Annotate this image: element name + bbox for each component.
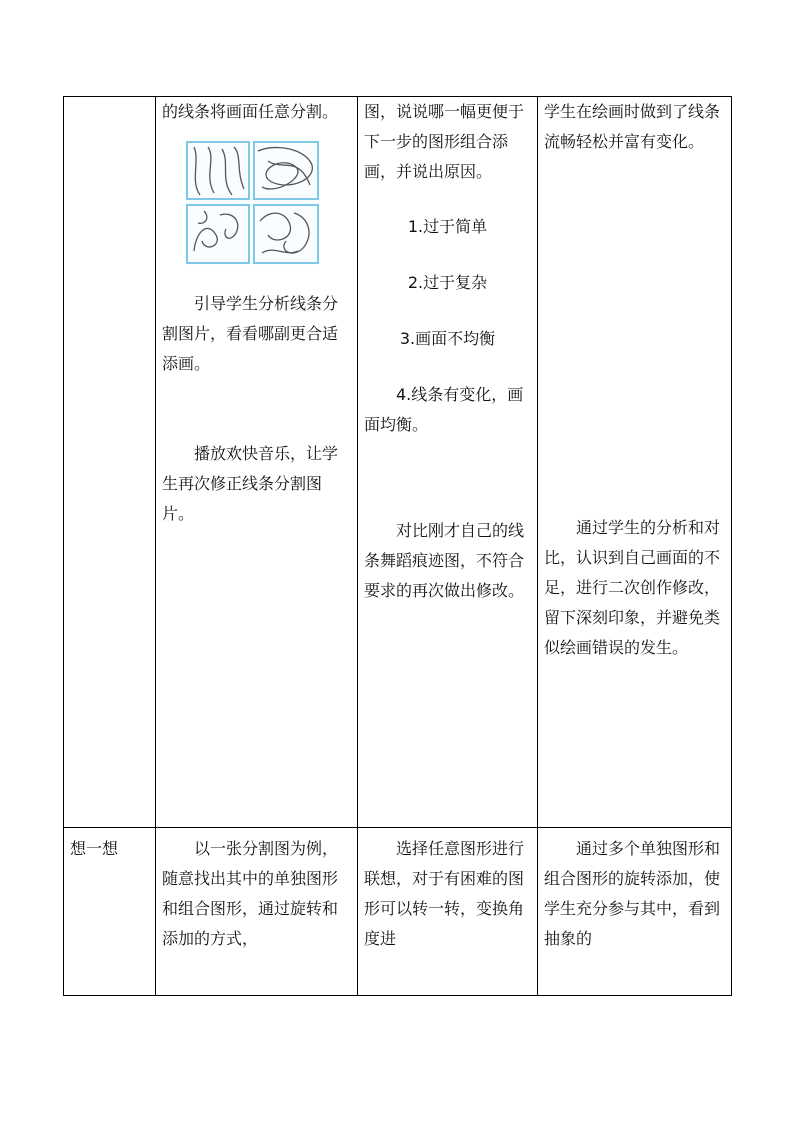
stage-cell: 想一想 xyxy=(64,828,156,996)
teacher-activity-cell xyxy=(156,828,358,996)
association-text: 选择任意图形进行联想，对于有困难的图形可以转一转，变换角度进 xyxy=(364,839,525,948)
line-division-figure xyxy=(186,141,320,265)
student-activity-cell xyxy=(358,828,538,996)
achieve-text: 学生在绘画时做到了线条流畅轻松并富有变化。 xyxy=(544,102,721,151)
example-text: 以一张分割图为例，随意找出其中的单独图形和组合图形，通过旋转和添加的方式， xyxy=(162,839,339,948)
lesson-plan-table xyxy=(63,96,732,996)
option-2: 2.过于复杂 xyxy=(407,273,488,292)
rotation-text: 通过多个单独图形和组合图形的旋转添加，使学生充分参与其中，看到抽象的 xyxy=(544,839,721,948)
intro-text: 的线条将画面任意分割。 xyxy=(162,102,339,121)
compare-text: 对比刚才自己的线条舞蹈痕迹图，不符合要求的再次做出修改。 xyxy=(364,521,525,600)
reason-text: 通过学生的分析和对比，认识到自己画面的不足，进行二次创作修改，留下深刻印象，并避免类似绘画错误的发生。 xyxy=(544,518,721,657)
student-activity-cell xyxy=(358,97,538,828)
teacher-activity-cell xyxy=(156,97,358,828)
design-intent-cell xyxy=(538,97,732,828)
table-row xyxy=(64,828,732,996)
design-intent-cell xyxy=(538,828,732,996)
option-1: 1.过于简单 xyxy=(407,217,488,236)
stage-cell xyxy=(64,97,156,828)
music-text: 播放欢快音乐，让学生再次修正线条分割图片。 xyxy=(162,444,339,523)
question-text: 图，说说哪一幅更便于下一步的图形组合添画，并说出原因。 xyxy=(364,102,525,181)
option-4: 4.线条有变化，画面均衡。 xyxy=(364,385,524,434)
option-3: 3.画面不均衡 xyxy=(399,329,496,348)
guide-text: 引导学生分析线条分割图片，看看哪副更合适添画。 xyxy=(162,294,339,373)
table-row xyxy=(64,97,732,828)
